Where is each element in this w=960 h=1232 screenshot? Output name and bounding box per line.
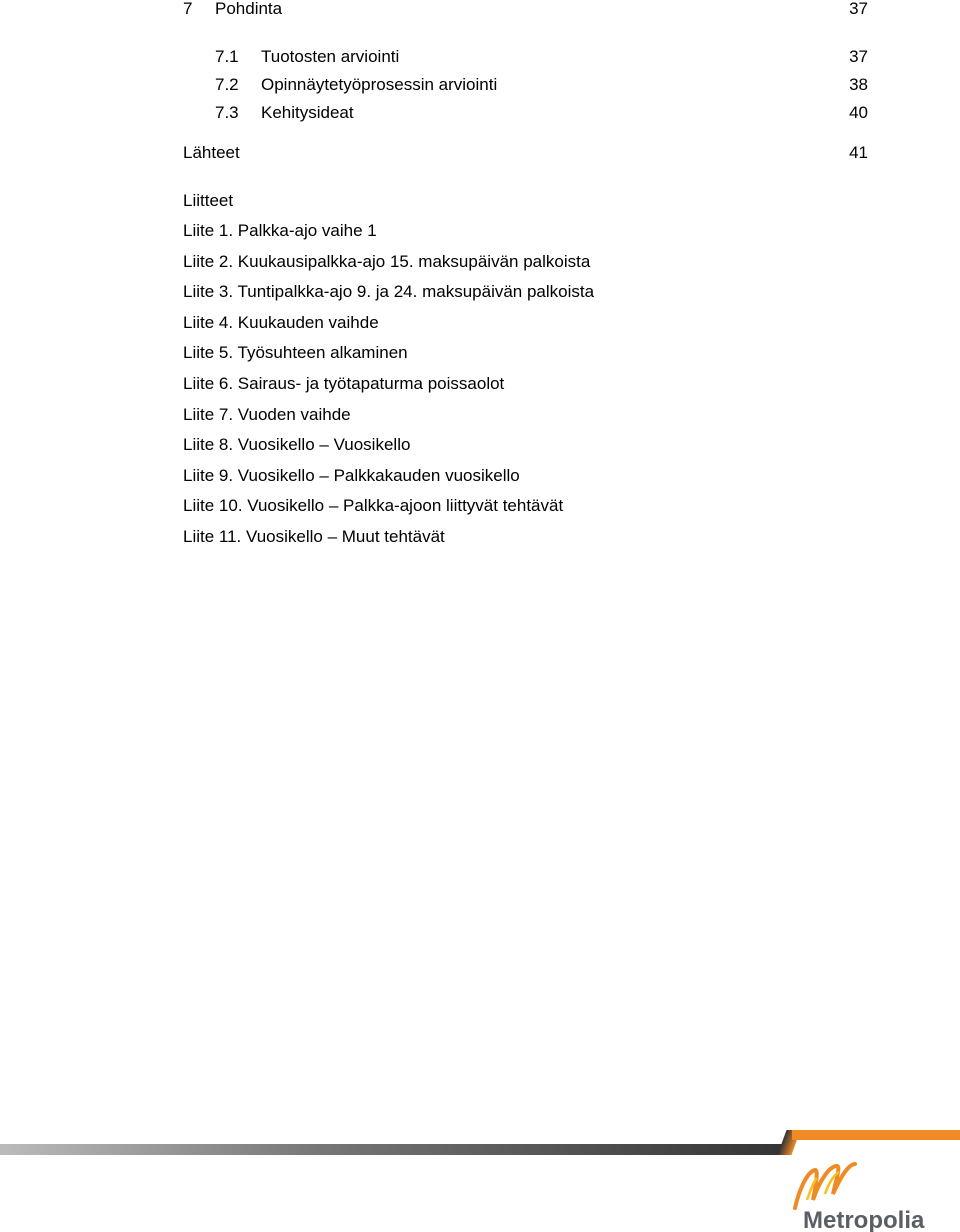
toc-title: Opinnäytetyöprosessin arviointi <box>261 75 498 94</box>
toc-page: 37 <box>849 47 868 66</box>
appendix-title: Liite 3. Tuntipalkka-ajo 9. ja 24. maksupäivän palkoista <box>183 282 595 302</box>
appendix-item <box>0 282 960 302</box>
footer-gray-bar <box>0 1144 790 1155</box>
appendix-title: Liite 9. Vuosikello – Palkkakauden vuosikello <box>183 465 520 485</box>
toc-page: 40 <box>849 103 868 122</box>
appendix-title: Liite 4. Kuukauden vaihde <box>183 312 379 332</box>
toc-number: 7 <box>183 0 193 18</box>
toc-page: 38 <box>849 75 868 94</box>
toc-number: 7.2 <box>215 75 239 94</box>
appendix-title: Liite 2. Kuukausipalkka-ajo 15. maksupäivän palkoista <box>183 251 591 271</box>
appendix-title: Liite 10. Vuosikello – Palkka-ajoon liittyvät tehtävät <box>183 496 564 516</box>
svg-text:Metropolia: Metropolia <box>803 1207 925 1232</box>
appendix-heading-text: Liitteet <box>183 191 234 210</box>
toc-page: 41 <box>849 143 868 162</box>
appendix-heading <box>0 191 960 211</box>
appendix-title: Liite 6. Sairaus- ja työtapaturma poissaolot <box>183 374 505 393</box>
appendix-item <box>0 435 960 455</box>
appendix-item <box>0 313 960 333</box>
toc-number: 7.1 <box>215 47 239 66</box>
metropolia-logo <box>785 1160 925 1232</box>
toc-title: Kehitysideat <box>261 103 354 122</box>
toc-entry <box>0 75 960 95</box>
toc-number: 7.3 <box>215 103 239 122</box>
toc-entry <box>0 103 960 123</box>
toc-title: Tuotosten arviointi <box>261 47 400 66</box>
appendix-title: Liite 7. Vuoden vaihde <box>183 404 351 424</box>
appendix-item <box>0 466 960 486</box>
appendix-title: Liite 8. Vuosikello – Vuosikello <box>183 435 411 455</box>
appendix-title: Liite 5. Työsuhteen alkaminen <box>183 343 408 363</box>
toc-page: 37 <box>849 0 868 18</box>
appendix-item <box>0 527 960 547</box>
appendix-item <box>0 221 960 241</box>
appendix-title: Liite 1. Palkka-ajo vaihe 1 <box>183 221 377 240</box>
appendix-item <box>0 374 960 394</box>
toc-title: Pohdinta <box>215 0 283 18</box>
footer-orange-bar <box>792 1130 960 1140</box>
toc-entry <box>0 0 960 19</box>
toc-entry <box>0 143 960 163</box>
toc-title: Lähteet <box>183 143 240 162</box>
appendix-item <box>0 343 960 363</box>
appendix-item <box>0 252 960 272</box>
appendix-item <box>0 496 960 516</box>
appendix-item <box>0 405 960 425</box>
appendix-title: Liite 11. Vuosikello – Muut tehtävät <box>183 527 445 546</box>
toc-entry <box>0 47 960 67</box>
